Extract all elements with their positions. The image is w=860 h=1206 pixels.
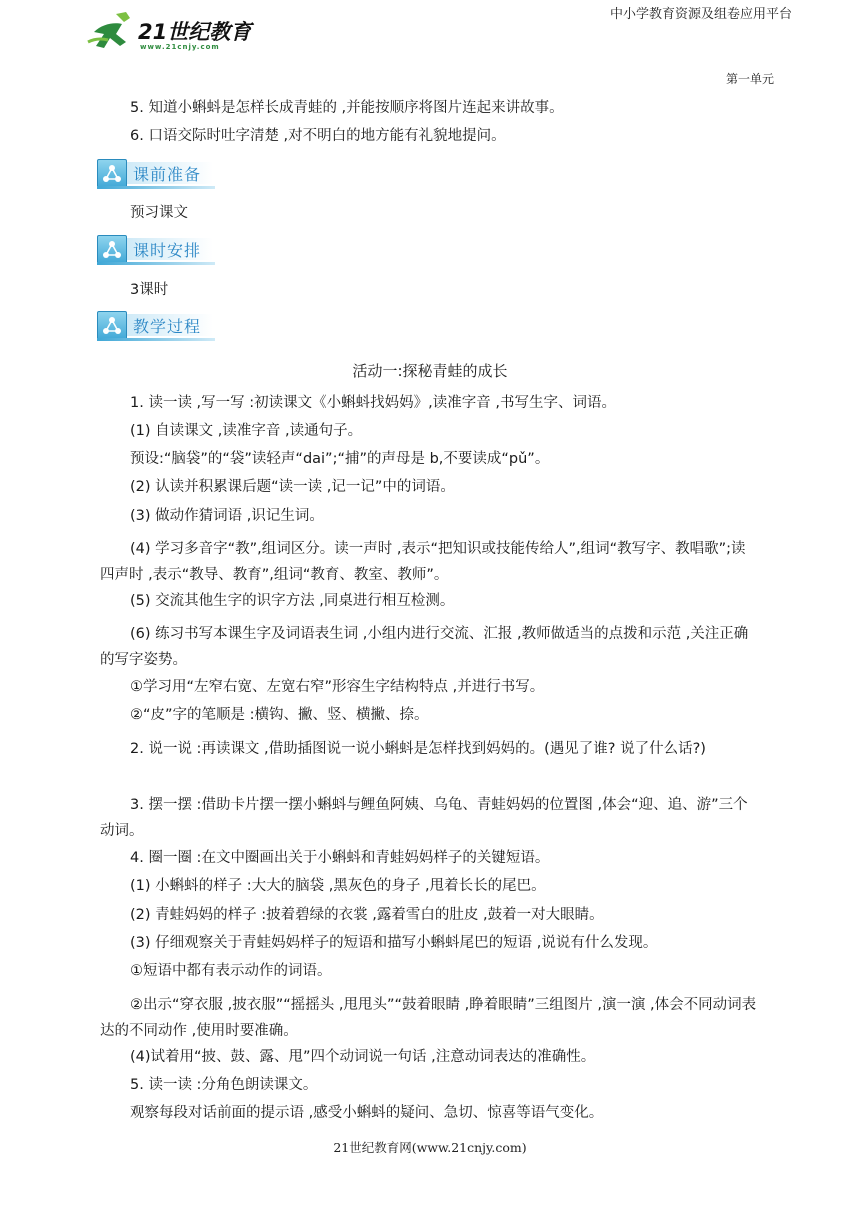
header-platform-text: 中小学教育资源及组卷应用平台 bbox=[609, 7, 792, 22]
logo-url: www.21cnjy.com bbox=[140, 43, 220, 51]
section-process-header bbox=[97, 311, 215, 343]
line-18: ②出示“穿衣服 ,披衣服”“摇摇头 ,甩甩头”“鼓着眼睛 ,睁着眼睛”三组图片 ,演一演 ,体会不同动词表达的不同动作 ,使用时要准确。 bbox=[100, 997, 757, 1039]
schedule-body: 3课时 bbox=[130, 282, 169, 298]
section-title: 课时安排 bbox=[133, 241, 202, 260]
line-16: (3) 仔细观察关于青蛙妈妈样子的短语和描写小蝌蚪尾巴的短语 ,说说有什么发现。 bbox=[130, 935, 658, 951]
line-5: (3) 做动作猜词语 ,识记生词。 bbox=[130, 508, 324, 524]
line-13: 4. 圈一圈 :在文中圈画出关于小蝌蚪和青蛙妈妈样子的关键短语。 bbox=[130, 850, 550, 866]
objective-5: 5. 知道小蝌蚪是怎样长成青蛙的 ,并能按顺序将图片连起来讲故事。 bbox=[130, 100, 564, 116]
network-icon bbox=[97, 159, 127, 189]
line-15: (2) 青蛙妈妈的样子 :披着碧绿的衣裳 ,露着雪白的肚皮 ,鼓着一对大眼睛。 bbox=[130, 907, 604, 923]
section-schedule-header bbox=[97, 235, 215, 267]
logo bbox=[86, 10, 256, 56]
runner-logo-icon bbox=[86, 12, 138, 52]
section-title: 课前准备 bbox=[133, 165, 202, 184]
network-icon bbox=[97, 235, 127, 265]
unit-label: 第一单元 bbox=[725, 72, 774, 86]
line-1: 1. 读一读 ,写一写 :初读课文《小蝌蚪找妈妈》,读准字音 ,书写生字、词语。 bbox=[130, 395, 616, 411]
objective-6: 6. 口语交际时吐字清楚 ,对不明白的地方能有礼貌地提问。 bbox=[130, 128, 506, 144]
line-12: 3. 摆一摆 :借助卡片摆一摆小蝌蚪与鲤鱼阿姨、乌龟、青蛙妈妈的位置图 ,体会“迎、追、游”三个动词。 bbox=[100, 797, 748, 839]
logo-text: 21世纪教育 bbox=[138, 20, 252, 44]
section-title: 教学过程 bbox=[133, 317, 202, 336]
line-17: ①短语中都有表示动作的词语。 bbox=[130, 963, 332, 979]
line-10: ②“皮”字的笔顺是 :横钩、撇、竖、横撇、捺。 bbox=[130, 707, 429, 723]
line-19: (4)试着用“披、鼓、露、甩”四个动词说一句话 ,注意动词表达的准确性。 bbox=[130, 1049, 596, 1065]
activity-title: 活动一:探秘青蛙的成长 bbox=[352, 362, 508, 380]
line-20: 5. 读一读 :分角色朗读课文。 bbox=[130, 1077, 318, 1093]
section-prep-header bbox=[97, 159, 215, 191]
line-8: (6) 练习书写本课生字及词语表生词 ,小组内进行交流、汇报 ,教师做适当的点拨和示范 ,关注正确的写字姿势。 bbox=[100, 626, 749, 668]
line-6: (4) 学习多音字“教”,组词区分。读一声时 ,表示“把知识或技能传给人”,组词“教写字、教唱歌”;读四声时 ,表示“教导、教育”,组词“教育、教室、教师”。 bbox=[100, 541, 746, 583]
line-11: 2. 说一说 :再读课文 ,借助插图说一说小蝌蚪是怎样找到妈妈的。(遇见了谁? 说了什么话?) bbox=[130, 741, 706, 757]
line-3: 预设:“脑袋”的“袋”读轻声“dai”;“捕”的声母是 b,不要读成“pǔ”。 bbox=[130, 451, 550, 467]
line-14: (1) 小蝌蚪的样子 :大大的脑袋 ,黑灰色的身子 ,甩着长长的尾巴。 bbox=[130, 878, 546, 894]
line-4: (2) 认读并积累课后题“读一读 ,记一记”中的词语。 bbox=[130, 479, 455, 495]
footer-text: 21世纪教育网(www.21cnjy.com) bbox=[333, 1140, 527, 1155]
line-21: 观察每段对话前面的提示语 ,感受小蝌蚪的疑问、急切、惊喜等语气变化。 bbox=[130, 1105, 604, 1121]
line-7: (5) 交流其他生字的识字方法 ,同桌进行相互检测。 bbox=[130, 593, 455, 609]
network-icon bbox=[97, 311, 127, 341]
line-9: ①学习用“左窄右宽、左宽右窄”形容生字结构特点 ,并进行书写。 bbox=[130, 679, 545, 695]
line-2: (1) 自读课文 ,读准字音 ,读通句子。 bbox=[130, 423, 363, 439]
prep-body: 预习课文 bbox=[130, 205, 188, 221]
